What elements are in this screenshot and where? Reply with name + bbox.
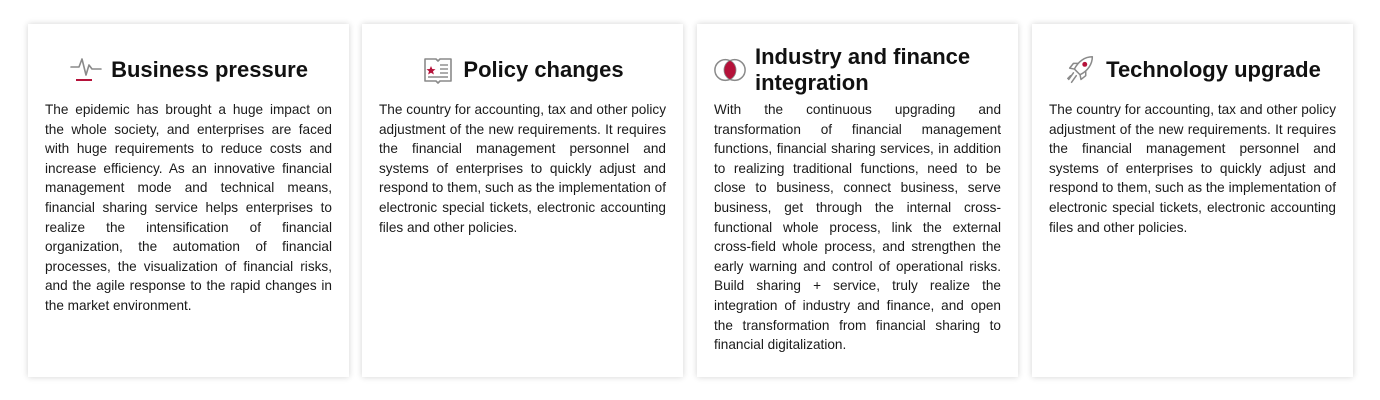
overlapping-circles-icon [713,53,747,87]
card-header [1032,42,1353,98]
rocket-icon [1064,53,1098,87]
card-industry-finance-integration [697,24,1018,377]
card-body: The country for accounting, tax and other policy adjustment of the new requirements. It requires the financial management personnel and systems of enterprises to quickly adjust and respond to them, such as the implementation of electronic special tickets, electronic accounting files and other policies. [1049,102,1336,235]
card-title: Policy changes [463,57,624,82]
card-title: Business pressure [111,57,308,82]
card-header [362,42,683,98]
card-business-pressure [28,24,349,377]
pulse-icon [69,53,103,87]
card-body: With the continuous upgrading and transformation of financial management functions, financial sharing services, in addition to realizing traditional functions, need to be close to business, connect business, serve business, get through the internal cross-functional whole process, link the external cross-field whole process, and strengthen the early warning and control of operational risks. Build sharing + service, truly realize the integration of industry and finance, and open the transformation from financial sharing to financial digitalization. [714,102,1001,353]
card-grid [28,24,1354,377]
document-star-icon [421,53,455,87]
card-header [28,42,349,98]
card-title: Technology upgrade [1106,57,1321,82]
card-header [697,42,1018,98]
card-body: The epidemic has brought a huge impact on the whole society, and enterprises are faced with huge requirements to reduce costs and increase efficiency. As an innovative financial management mode and technical means, financial sharing service helps enterprises to realize the intensification of financial organization, the automation of financial processes, the visualization of financial risks, and the agile response to the rapid changes in the market environment. [45,102,332,313]
card-body: The country for accounting, tax and other policy adjustment of the new requirements. It requires the financial management personnel and systems of enterprises to quickly adjust and respond to them, such as the implementation of electronic special tickets, electronic accounting files and other policies. [379,102,666,235]
card-policy-changes [362,24,683,377]
card-title: Industry and finance integration [755,44,971,95]
card-technology-upgrade [1032,24,1353,377]
